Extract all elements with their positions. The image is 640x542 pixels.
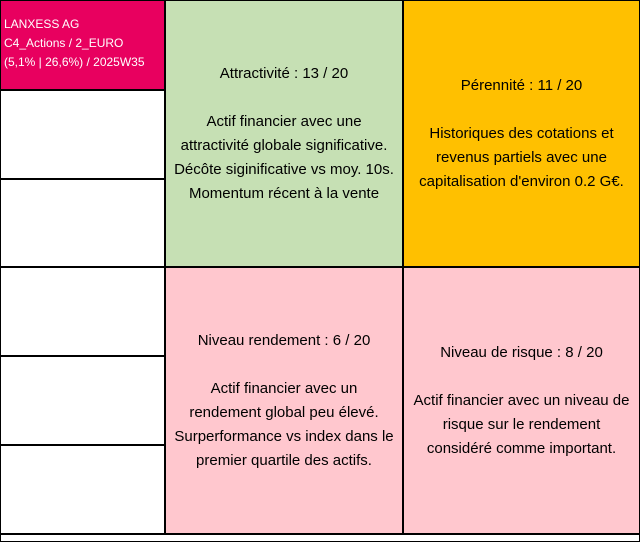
attractivite-description: Actif financier avec une attractivité globale significative. Décôte siginificative vs moy. 10s. Momentum récent à la vente xyxy=(174,112,394,202)
company-name: LANXESS AG xyxy=(4,17,80,31)
perennite-description: Historiques des cotations et revenus partiels avec une capitalisation d'environ 0.2 G€. xyxy=(419,124,624,190)
attractivite-quadrant xyxy=(166,1,404,268)
risque-description: Actif financier avec un niveau de risque sur le rendement considéré comme important. xyxy=(413,391,630,457)
risque-title: Niveau de risque : 8 / 20 xyxy=(440,343,603,361)
perennite-title: Pérennité : 11 / 20 xyxy=(460,76,583,94)
empty-cell-2 xyxy=(1,180,166,268)
perennite-quadrant xyxy=(404,1,639,268)
portfolio-label: C4_Actions / 2_EURO xyxy=(4,36,124,50)
empty-cell-1 xyxy=(1,91,166,180)
asset-header xyxy=(1,1,166,91)
risque-quadrant xyxy=(404,268,639,535)
rendement-title: Niveau rendement : 6 / 20 xyxy=(197,331,371,349)
empty-cell-3 xyxy=(1,268,166,357)
rendement-quadrant xyxy=(166,268,404,535)
empty-cell-4 xyxy=(1,357,166,446)
attractivite-title: Attractivité : 13 / 20 xyxy=(219,64,349,82)
performance-stats: (5,1% | 26,6%) / 2025W35 xyxy=(4,55,145,69)
empty-cell-5 xyxy=(1,446,166,535)
rendement-description: Actif financier avec un rendement global peu élevé. Surperformance vs index dans le premier quartile des actifs. xyxy=(174,379,394,469)
